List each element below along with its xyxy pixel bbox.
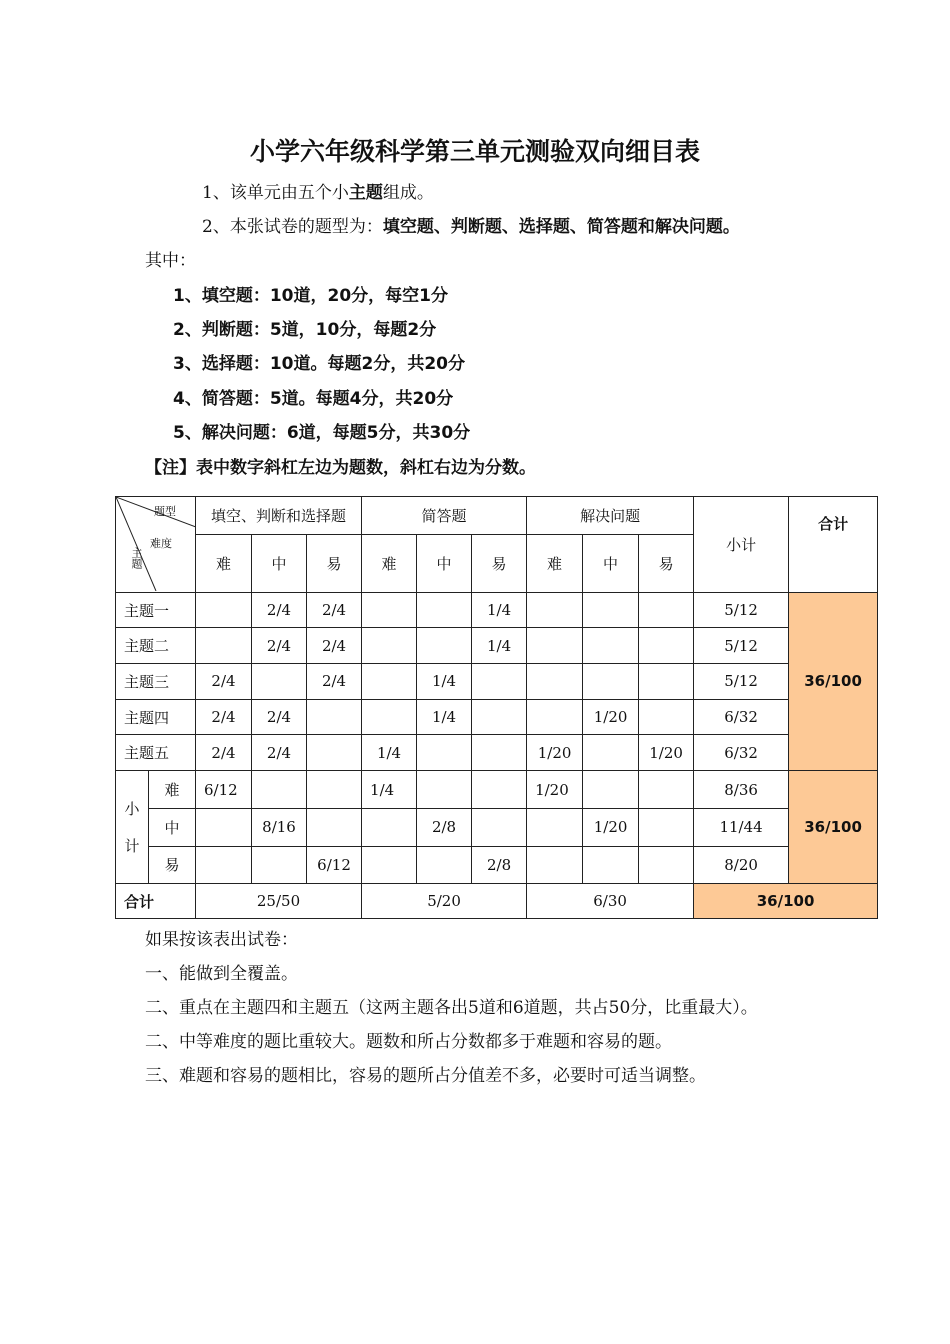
table-cell bbox=[417, 592, 472, 628]
table-cell bbox=[583, 771, 639, 809]
level-header: 难 bbox=[362, 534, 417, 592]
table-cell: 2/4 bbox=[252, 628, 307, 664]
corner-difficulty-label: 难度 bbox=[150, 537, 172, 550]
table-row bbox=[116, 846, 878, 884]
table-cell bbox=[527, 592, 583, 628]
table-cell bbox=[639, 628, 694, 664]
level-header: 易 bbox=[472, 534, 527, 592]
intro-line-1-b: 主题 bbox=[348, 183, 383, 203]
level-grand-total: 36/100 bbox=[789, 771, 878, 884]
level-header: 易 bbox=[639, 534, 694, 592]
table-cell bbox=[527, 808, 583, 846]
footer-group-total: 6/30 bbox=[527, 884, 694, 919]
subtotal-side-label bbox=[116, 771, 149, 884]
table-cell: 2/4 bbox=[252, 592, 307, 628]
total-header: 合计 bbox=[789, 497, 878, 593]
table-cell: 1/4 bbox=[417, 699, 472, 735]
table-cell: 2/4 bbox=[252, 735, 307, 771]
table-cell: 1/20 bbox=[639, 735, 694, 771]
table-row bbox=[116, 735, 878, 771]
table-cell bbox=[307, 808, 362, 846]
topic-label: 主题三 bbox=[116, 664, 196, 700]
corner-header bbox=[116, 497, 196, 593]
footer-group-total: 5/20 bbox=[362, 884, 527, 919]
footer-grand-total: 36/100 bbox=[694, 884, 878, 919]
level-header: 中 bbox=[417, 534, 472, 592]
table-cell bbox=[583, 846, 639, 884]
table-cell: 1/20 bbox=[527, 771, 583, 809]
level-label: 中 bbox=[149, 808, 196, 846]
table-cell: 2/8 bbox=[417, 808, 472, 846]
table-cell bbox=[583, 592, 639, 628]
subtotal-header: 小计 bbox=[694, 497, 789, 593]
corner-topic-label: 主题 bbox=[130, 547, 143, 569]
table-row bbox=[116, 592, 878, 628]
intro-line-3: 其中： bbox=[145, 251, 196, 271]
table-cell bbox=[639, 664, 694, 700]
table-cell bbox=[472, 699, 527, 735]
intro-line-2 bbox=[202, 212, 740, 237]
table-cell: 2/4 bbox=[307, 592, 362, 628]
table-row bbox=[116, 771, 878, 809]
table-cell bbox=[472, 771, 527, 809]
table-cell bbox=[196, 592, 252, 628]
table-cell bbox=[362, 592, 417, 628]
intro-line-1-a: 1、该单元由五个小 bbox=[202, 183, 349, 203]
level-header: 易 bbox=[307, 534, 362, 592]
row-subtotal: 5/12 bbox=[694, 592, 789, 628]
group-header: 简答题 bbox=[362, 497, 527, 535]
table-cell bbox=[417, 771, 472, 809]
row-subtotal: 6/32 bbox=[694, 699, 789, 735]
table-row bbox=[116, 884, 878, 919]
table-cell: 2/4 bbox=[196, 735, 252, 771]
table-cell bbox=[639, 699, 694, 735]
intro-line-1 bbox=[202, 178, 434, 203]
table-note: 【注】表中数字斜杠左边为题数，斜杠右边为分数。 bbox=[145, 458, 536, 478]
table-cell: 2/4 bbox=[196, 664, 252, 700]
conclusion-line: 如果按该表出试卷： bbox=[145, 930, 298, 950]
corner-type-label: 题型 bbox=[154, 505, 176, 518]
intro-line-2-a: 2、本张试卷的题型为： bbox=[202, 217, 383, 237]
row-subtotal: 5/12 bbox=[694, 628, 789, 664]
topic-label: 主题二 bbox=[116, 628, 196, 664]
footer-total-label: 合计 bbox=[116, 884, 196, 919]
question-type-item: 4、简答题：5道。每题4分，共20分 bbox=[173, 389, 454, 409]
table-cell bbox=[583, 735, 639, 771]
level-header: 难 bbox=[527, 534, 583, 592]
table-cell bbox=[583, 664, 639, 700]
row-subtotal: 6/32 bbox=[694, 735, 789, 771]
table-cell: 2/4 bbox=[307, 628, 362, 664]
question-type-item: 3、选择题：10道。每题2分，共20分 bbox=[173, 354, 465, 374]
intro-line-1-c: 组成。 bbox=[382, 183, 434, 203]
conclusion-line: 二、重点在主题四和主题五（这两主题各出5道和6道题，共占50分，比重最大）。 bbox=[145, 998, 758, 1018]
row-subtotal: 11/44 bbox=[694, 808, 789, 846]
topic-label: 主题五 bbox=[116, 735, 196, 771]
table-cell bbox=[583, 628, 639, 664]
level-label: 易 bbox=[149, 846, 196, 884]
table-cell bbox=[527, 846, 583, 884]
table-cell: 8/16 bbox=[252, 808, 307, 846]
conclusion-line: 二、中等难度的题比重较大。题数和所占分数都多于难题和容易的题。 bbox=[145, 1032, 672, 1052]
header-row-groups bbox=[116, 497, 878, 535]
table-cell bbox=[527, 628, 583, 664]
table-cell bbox=[639, 771, 694, 809]
table-cell bbox=[417, 846, 472, 884]
table-cell bbox=[307, 771, 362, 809]
table-cell bbox=[362, 808, 417, 846]
spec-table bbox=[115, 496, 878, 919]
question-type-item: 2、判断题：5道，10分，每题2分 bbox=[173, 320, 437, 340]
table-cell bbox=[472, 664, 527, 700]
table-cell bbox=[252, 771, 307, 809]
level-header: 中 bbox=[583, 534, 639, 592]
table-cell bbox=[527, 664, 583, 700]
table-cell bbox=[362, 664, 417, 700]
table-cell bbox=[639, 846, 694, 884]
table-cell: 2/4 bbox=[196, 699, 252, 735]
table-cell bbox=[252, 664, 307, 700]
level-label: 难 bbox=[149, 771, 196, 809]
question-type-item: 1、填空题：10道，20分，每空1分 bbox=[173, 286, 448, 306]
question-type-item: 5、解决问题：6道，每题5分，共30分 bbox=[173, 423, 471, 443]
table-cell bbox=[417, 735, 472, 771]
table-row bbox=[116, 628, 878, 664]
table-row bbox=[116, 699, 878, 735]
group-header: 解决问题 bbox=[527, 497, 694, 535]
table-cell: 2/4 bbox=[307, 664, 362, 700]
conclusion-line: 三、难题和容易的题相比，容易的题所占分值差不多，必要时可适当调整。 bbox=[145, 1066, 706, 1086]
table-cell bbox=[196, 846, 252, 884]
table-cell: 6/12 bbox=[307, 846, 362, 884]
table-cell: 1/4 bbox=[472, 592, 527, 628]
table-cell bbox=[196, 628, 252, 664]
topic-grand-total: 36/100 bbox=[789, 592, 878, 770]
table-cell bbox=[472, 735, 527, 771]
page-title: 小学六年级科学第三单元测验双向细目表 bbox=[249, 137, 700, 166]
table-cell bbox=[472, 808, 527, 846]
level-header: 难 bbox=[196, 534, 252, 592]
table-cell bbox=[417, 628, 472, 664]
table-row bbox=[116, 664, 878, 700]
table-cell: 1/20 bbox=[583, 808, 639, 846]
table-cell: 2/4 bbox=[252, 699, 307, 735]
conclusion-line: 一、能做到全覆盖。 bbox=[145, 964, 298, 984]
table-cell bbox=[252, 846, 307, 884]
table-cell: 1/4 bbox=[417, 664, 472, 700]
table-cell: 1/20 bbox=[527, 735, 583, 771]
footer-group-total: 25/50 bbox=[196, 884, 362, 919]
topic-label: 主题四 bbox=[116, 699, 196, 735]
subtotal-side-char: 计 bbox=[124, 837, 140, 856]
table-cell bbox=[527, 699, 583, 735]
row-subtotal: 5/12 bbox=[694, 664, 789, 700]
group-header: 填空、判断和选择题 bbox=[196, 497, 362, 535]
table-cell: 1/20 bbox=[583, 699, 639, 735]
table-cell: 1/4 bbox=[362, 735, 417, 771]
row-subtotal: 8/20 bbox=[694, 846, 789, 884]
table-cell bbox=[196, 808, 252, 846]
table-row bbox=[116, 808, 878, 846]
intro-line-2-b: 填空题、判断题、选择题、简答题和解决问题。 bbox=[382, 217, 740, 237]
table-cell bbox=[362, 846, 417, 884]
table-cell bbox=[639, 808, 694, 846]
table-cell: 6/12 bbox=[196, 771, 252, 809]
table-cell bbox=[639, 592, 694, 628]
table-cell: 2/8 bbox=[472, 846, 527, 884]
table-cell bbox=[362, 628, 417, 664]
row-subtotal: 8/36 bbox=[694, 771, 789, 809]
table-cell bbox=[307, 735, 362, 771]
table-cell bbox=[362, 699, 417, 735]
subtotal-side-char: 小 bbox=[124, 800, 140, 819]
topic-label: 主题一 bbox=[116, 592, 196, 628]
table-cell: 1/4 bbox=[472, 628, 527, 664]
table-cell: 1/4 bbox=[362, 771, 417, 809]
table-cell bbox=[307, 699, 362, 735]
level-header: 中 bbox=[252, 534, 307, 592]
